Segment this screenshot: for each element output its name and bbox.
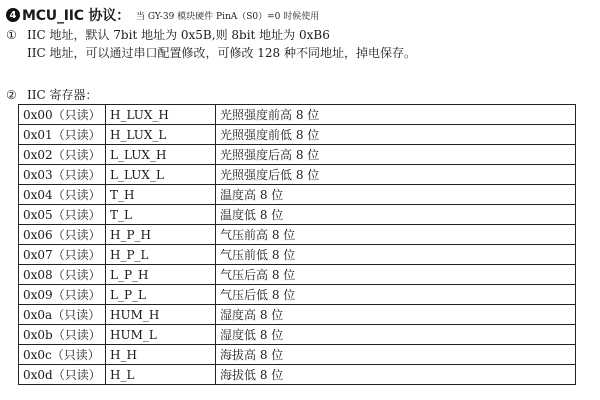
- register-name: L_LUX_L: [106, 165, 216, 185]
- table-row: [19, 125, 576, 145]
- register-description: 温度低 8 位: [216, 205, 576, 225]
- iic-address-default-text: IIC 地址，默认 7bit 地址为 0x5B,则 8bit 地址为 0xB6: [27, 28, 330, 42]
- register-description: 湿度高 8 位: [216, 305, 576, 325]
- register-name: L_LUX_H: [106, 145, 216, 165]
- usage-note: 当 GY-39 模块硬件 PinA（S0）=0 时候使用: [135, 11, 320, 22]
- table-row: [19, 105, 576, 125]
- register-name: L_P_L: [106, 285, 216, 305]
- register-description: 温度高 8 位: [216, 185, 576, 205]
- register-name: L_P_H: [106, 265, 216, 285]
- register-description: 气压后低 8 位: [216, 285, 576, 305]
- iic-register-heading-text: IIC 寄存器：: [27, 88, 98, 102]
- table-row: [19, 305, 576, 325]
- table-row: [19, 365, 576, 385]
- register-address: 0x08（只读）: [19, 265, 106, 285]
- iic-address-default: [6, 27, 330, 43]
- table-row: [19, 285, 576, 305]
- register-address: 0x07（只读）: [19, 245, 106, 265]
- register-description: 光照强度后低 8 位: [216, 165, 576, 185]
- register-table: [18, 104, 576, 385]
- register-address: 0x06（只读）: [19, 225, 106, 245]
- register-description: 海拔高 8 位: [216, 345, 576, 365]
- register-address: 0x0d（只读）: [19, 365, 106, 385]
- table-row: [19, 185, 576, 205]
- table-row: [19, 345, 576, 365]
- item-number-1: ①: [6, 28, 17, 42]
- table-row: [19, 245, 576, 265]
- register-address: 0x03（只读）: [19, 165, 106, 185]
- section-title: [6, 5, 319, 25]
- register-name: HUM_L: [106, 325, 216, 345]
- table-row: [19, 165, 576, 185]
- register-address: 0x05（只读）: [19, 205, 106, 225]
- register-description: 气压前低 8 位: [216, 245, 576, 265]
- iic-address-config: IIC 地址，可以通过串口配置修改，可修改 128 种不同地址，掉电保存。: [27, 46, 417, 60]
- register-address: 0x09（只读）: [19, 285, 106, 305]
- register-name: H_LUX_H: [106, 105, 216, 125]
- item-number-2: ②: [6, 88, 17, 102]
- table-row: [19, 145, 576, 165]
- register-description: 海拔低 8 位: [216, 365, 576, 385]
- register-description: 光照强度前高 8 位: [216, 105, 576, 125]
- register-address: 0x0c（只读）: [19, 345, 106, 365]
- table-row: [19, 225, 576, 245]
- register-name: H_LUX_L: [106, 125, 216, 145]
- numbered-bullet-icon: 4: [6, 8, 20, 22]
- register-address: 0x0a（只读）: [19, 305, 106, 325]
- register-description: 光照强度后高 8 位: [216, 145, 576, 165]
- table-row: [19, 205, 576, 225]
- register-address: 0x02（只读）: [19, 145, 106, 165]
- register-description: 气压前高 8 位: [216, 225, 576, 245]
- register-description: 气压后高 8 位: [216, 265, 576, 285]
- register-name: H_P_H: [106, 225, 216, 245]
- register-name: H_P_L: [106, 245, 216, 265]
- register-name: T_L: [106, 205, 216, 225]
- register-description: 光照强度前低 8 位: [216, 125, 576, 145]
- protocol-title: MCU_IIC 协议：: [22, 8, 130, 24]
- register-address: 0x0b（只读）: [19, 325, 106, 345]
- register-name: H_L: [106, 365, 216, 385]
- register-address: 0x04（只读）: [19, 185, 106, 205]
- register-name: T_H: [106, 185, 216, 205]
- register-description: 湿度低 8 位: [216, 325, 576, 345]
- register-name: HUM_H: [106, 305, 216, 325]
- table-row: [19, 265, 576, 285]
- table-row: [19, 325, 576, 345]
- register-address: 0x01（只读）: [19, 125, 106, 145]
- iic-register-heading: [6, 87, 97, 103]
- register-name: H_H: [106, 345, 216, 365]
- register-address: 0x00（只读）: [19, 105, 106, 125]
